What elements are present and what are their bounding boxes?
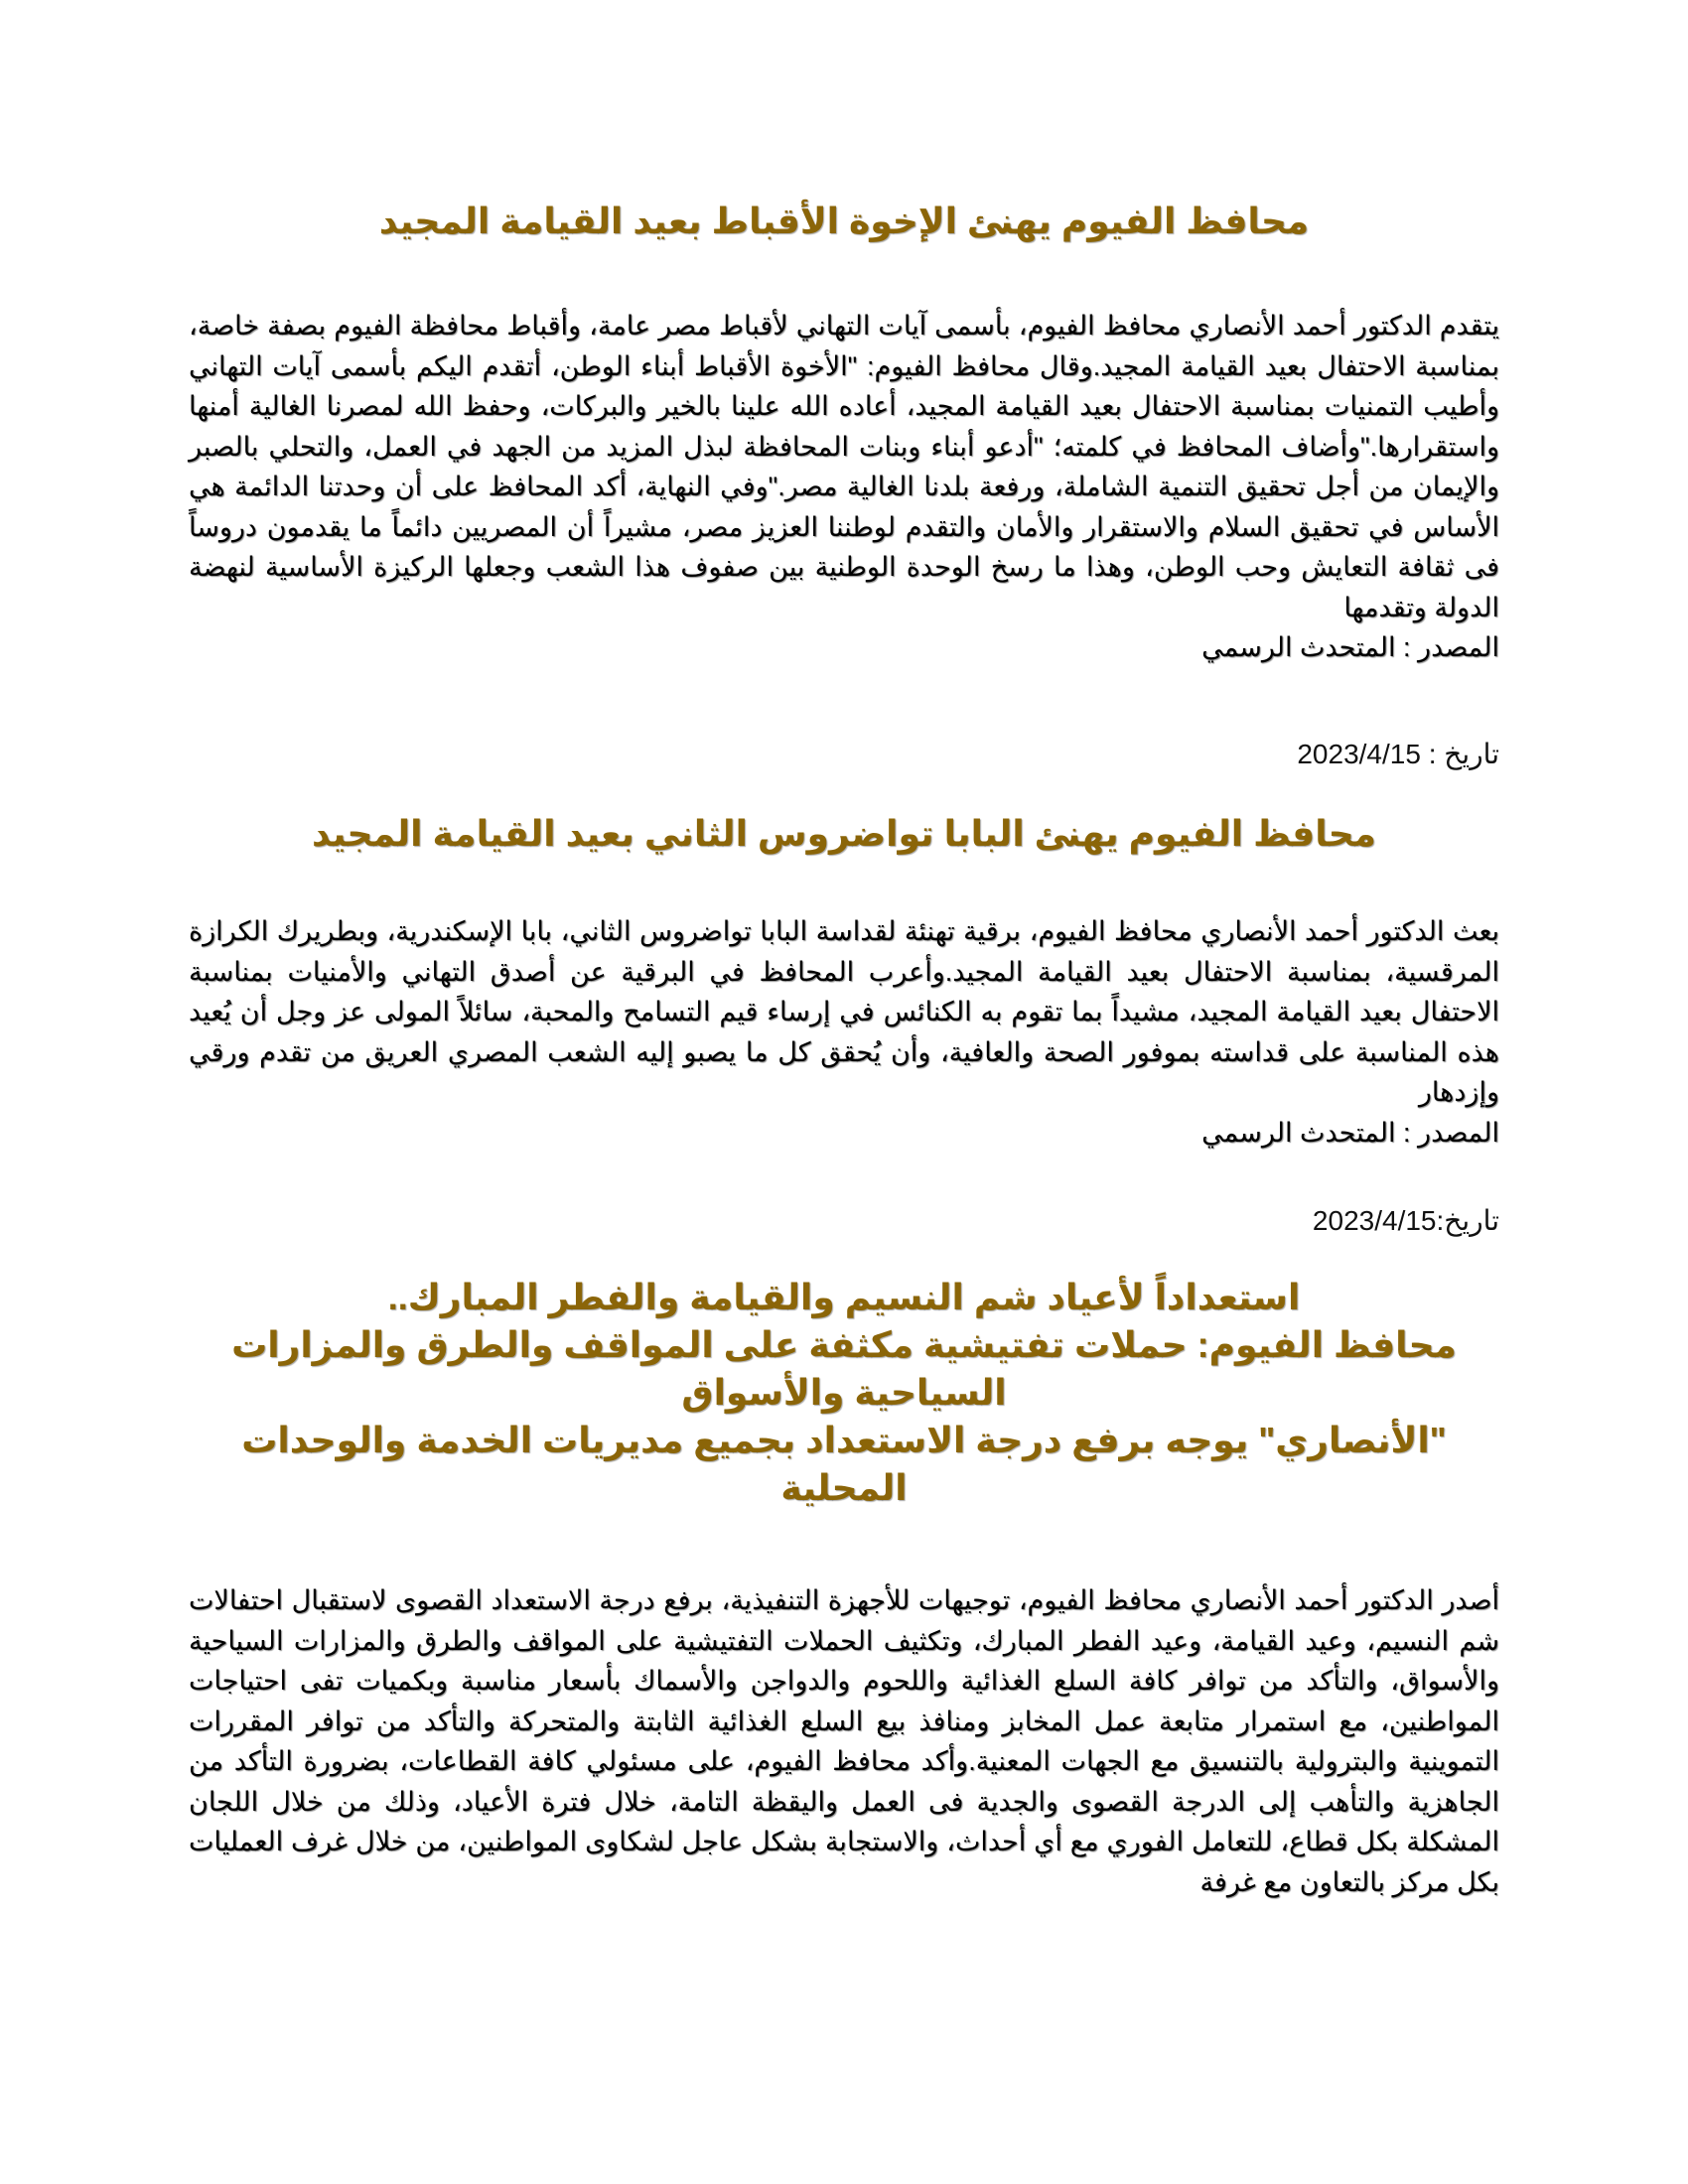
- article-3-title-line-1: استعداداً لأعياد شم النسيم والقيامة والفطر المبارك..: [387, 1277, 1301, 1317]
- article-3-title-line-2: محافظ الفيوم: حملات تفتيشية مكثفة على المواقف والطرق والمزارات السياحية والأسواق: [231, 1324, 1457, 1413]
- article-3-header: [189, 1274, 1499, 1512]
- article-3-paragraph: أصدر الدكتور أحمد الأنصاري محافظ الفيوم، توجيهات للأجهزة التنفيذية، برفع درجة الاستعداد القصوى لاستقبال احتفالات شم النسيم، وعيد القيامة، وعيد الفطر المبارك، وتكثيف الحملات التفتيشية على المواقف والطرق والمزارات السياحية والأسواق، والتأكد من توافر كافة السلع الغذائية واللحوم والدواجن والأسماك بأسعار مناسبة وبكميات تفى احتياجات المواطنين، مع استمرار متابعة عمل المخابز ومنافذ بيع السلع الغذائية الثابتة والمتحركة والتأكد من توافر المقررات التموينية والبترولية بالتنسيق مع الجهات المعنية.وأكد محافظ الفيوم، على مسئولي كافة القطاعات، بضرورة التأكد من الجاهزية والتأهب إلى الدرجة القصوى والجدية فى العمل واليقظة التامة، خلال فترة الأعياد، وذلك من خلال اللجان المشكلة بكل قطاع، للتعامل الفوري مع أي أحداث، والاستجابة بشكل عاجل لشكاوى المواطنين، من خلال غرف العمليات بكل مركز بالتعاون مع غرفة: [189, 1585, 1499, 1897]
- article-2-date-label: تاريخ:: [1436, 1205, 1499, 1236]
- article-2-source: المصدر : المتحدث الرسمي: [1201, 1117, 1499, 1148]
- article-2-title: محافظ الفيوم يهنئ البابا تواضروس الثاني بعيد القيامة المجيد: [312, 813, 1376, 854]
- article-2-body: [189, 911, 1499, 1153]
- article-3-body: [189, 1580, 1499, 1902]
- article-2-date: [189, 1201, 1499, 1241]
- article-2-paragraph: بعث الدكتور أحمد الأنصاري محافظ الفيوم، برقية تهنئة لقداسة البابا تواضروس الثاني، بابا الإسكندرية، وبطريرك الكرازة المرقسية، بمناسبة الاحتفال بعيد القيامة المجيد.وأعرب المحافظ في البرقية عن أصدق التهاني والأمنيات بمناسبة الاحتفال بعيد القيامة المجيد، مشيداً بما تقوم به الكنائس في إرساء قيم التسامح والمحبة، سائلاً المولى عز وجل أن يُعيد هذه المناسبة على قداسته بموفور الصحة والعافية، وأن يُحقق كل ما يصبو إليه الشعب المصري العريق من تقدم ورقي وإزدهار: [189, 916, 1499, 1107]
- article-1-title: محافظ الفيوم يهنئ الإخوة الأقباط بعيد القيامة المجيد: [378, 201, 1310, 241]
- article-1-paragraph: يتقدم الدكتور أحمد الأنصاري محافظ الفيوم، بأسمى آيات التهاني لأقباط مصر عامة، وأقباط محافظة الفيوم بصفة خاصة، بمناسبة الاحتفال بعيد القيامة المجيد.وقال محافظ الفيوم: "الأخوة الأقباط أبناء الوطن، أتقدم اليكم بأسمى آيات التهاني وأطيب التمنيات بمناسبة الاحتفال بعيد القيامة المجيد، أعاده الله علينا بالخير والبركات، وحفظ الله لمصرنا الغالية أمنها واستقرارها."وأضاف المحافظ في كلمته؛ "أدعو أبناء وبنات المحافظة لبذل المزيد من الجهد في العمل، والتحلي بالصبر والإيمان من أجل تحقيق التنمية الشاملة، ورفعة بلدنا الغالية مصر."وفي النهاية، أكد المحافظ على أن وحدتنا الدائمة هي الأساس في تحقيق السلام والاستقرار والأمان والتقدم لوطننا العزيز مصر، مشيراً أن المصريين دائماً ما يقدمون دروساً فى ثقافة التعايش وحب الوطن، وهذا ما رسخ الوحدة الوطنية بين صفوف هذا الشعب وجعلها الركيزة الأساسية لنهضة الدولة وتقدمها: [189, 311, 1499, 622]
- article-2-date-value: 2023/4/15: [1312, 1205, 1437, 1236]
- article-1-date-value: 2023/4/15: [1297, 739, 1421, 769]
- article-1-body: [189, 306, 1499, 668]
- article-1-source: المصدر : المتحدث الرسمي: [1201, 632, 1499, 662]
- article-1-header: [189, 197, 1499, 246]
- article-1-date-label: تاريخ :: [1420, 739, 1499, 769]
- article-2-header: [189, 809, 1499, 859]
- article-1-date: [189, 735, 1499, 774]
- article-3-title-line-3: "الأنصاري" يوجه برفع درجة الاستعداد بجميع مديريات الخدمة والوحدات المحلية: [241, 1420, 1447, 1508]
